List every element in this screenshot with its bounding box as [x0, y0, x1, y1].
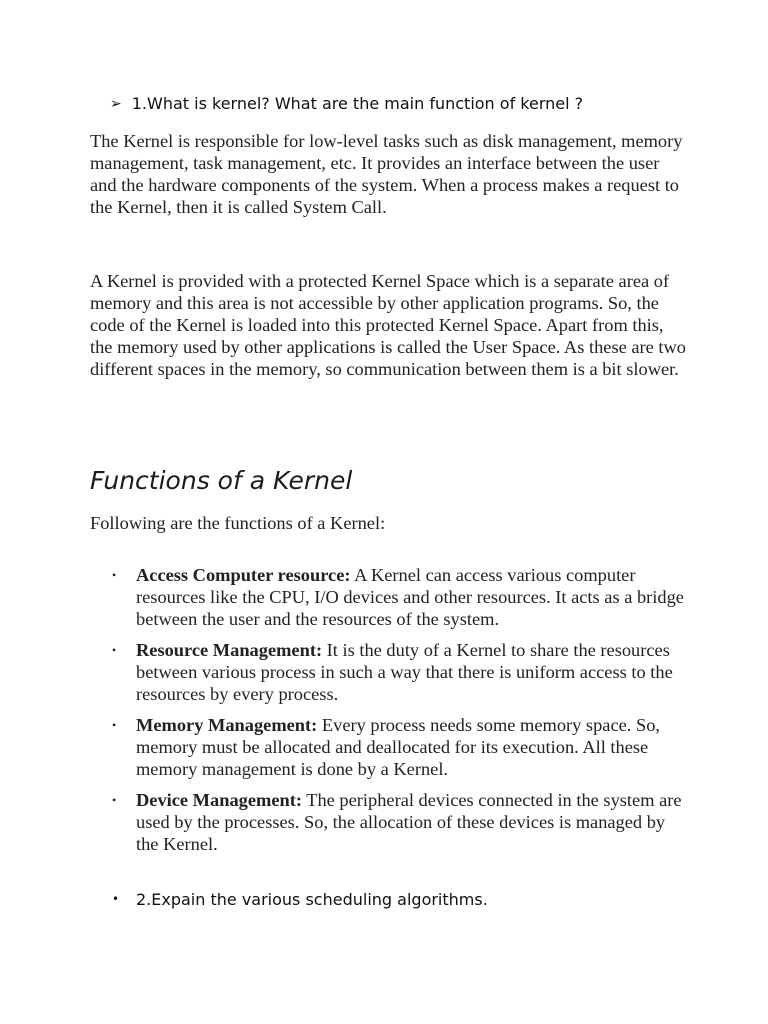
bullet-icon: • — [112, 643, 117, 657]
function-term: Access Computer resource: — [136, 565, 351, 585]
section-title: Functions of a Kernel — [90, 466, 353, 495]
function-term: Memory Management: — [136, 715, 318, 735]
list-item — [110, 789, 690, 855]
next-question-item — [110, 890, 488, 909]
bullet-icon: • — [112, 568, 117, 582]
bullet-icon: • — [112, 793, 117, 807]
function-description: A Kernel can access various computer resources like the CPU, I/O devices and other resources. It acts as a bridge between the user and the resources of the system. — [136, 565, 684, 629]
bullet-icon: • — [112, 892, 120, 906]
question-text: 1.What is kernel? What are the main function of kernel ? — [131, 94, 584, 113]
arrow-bullet-icon: ➢ — [110, 95, 122, 112]
function-term: Resource Management: — [136, 640, 323, 660]
section-intro: Following are the functions of a Kernel: — [90, 513, 386, 533]
list-item — [110, 639, 690, 705]
paragraph-kernel-space: A Kernel is provided with a protected Kernel Space which is a separate area of memory and this area is not accessible by other application programs. So, the code of the Kernel is loaded into this protected Kernel Space. Apart from this, the memory used by other applications is called the User Space. As these are two different spaces in the memory, so communication between them is a bit slower. — [90, 271, 686, 379]
function-description: It is the duty of a Kernel to share the resources between various process in such a way that there is uniform access to the resources by every process. — [136, 640, 673, 704]
question-heading — [110, 94, 583, 113]
function-term: Device Management: — [136, 790, 302, 810]
function-description: The peripheral devices connected in the system are used by the processes. So, the allocation of these devices is managed by the Kernel. — [136, 790, 682, 854]
list-item — [110, 714, 690, 780]
list-item — [110, 564, 690, 630]
paragraph-kernel-responsibilities: The Kernel is responsible for low-level tasks such as disk management, memory management, task management, etc. It provides an interface between the user and the hardware components of the system. When a process makes a request to the Kernel, then it is called System Call. — [90, 131, 683, 217]
function-description: Every process needs some memory space. So, memory must be allocated and deallocated for its execution. All these memory management is done by a Kernel. — [136, 715, 660, 779]
functions-list — [110, 564, 690, 864]
next-question-text: 2.Expain the various scheduling algorithms. — [136, 890, 488, 909]
bullet-icon: • — [112, 718, 117, 732]
